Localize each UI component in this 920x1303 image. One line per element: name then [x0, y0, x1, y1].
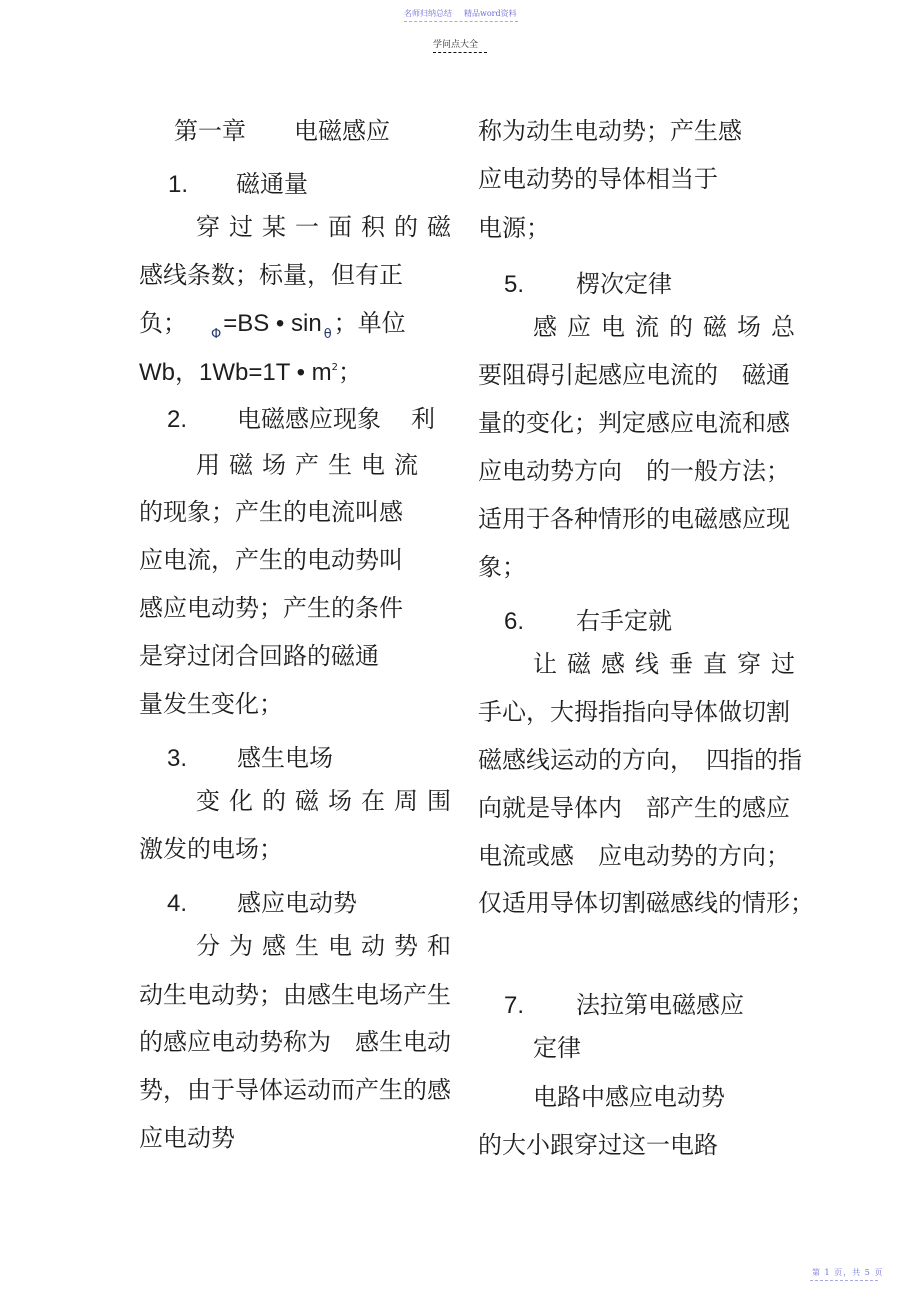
section-number: 2.: [167, 406, 188, 433]
header-watermark: [404, 8, 517, 19]
footer-divider: [810, 1280, 878, 1281]
header-left-label: 名师归纳总结: [404, 9, 452, 18]
paragraph-line: 的大小跟穿过这一电路: [478, 1131, 718, 1159]
formula-expression: =BS • sin: [223, 310, 322, 337]
theta-symbol: θ: [323, 327, 332, 342]
unit-line: [139, 357, 362, 393]
section-number: 6.: [504, 608, 525, 635]
unit-end: ；: [338, 358, 363, 386]
chapter-title: 第一章 电磁感应: [174, 117, 390, 145]
section-title-tail: 利: [411, 405, 435, 433]
paragraph-line: 势，由于导体运动而产生的感: [139, 1076, 451, 1104]
section-number: 4.: [167, 890, 188, 917]
paragraph-line: 称为动生电动势；产生感: [478, 117, 742, 145]
subtitle-divider: [433, 52, 487, 53]
paragraph-line: 变化的磁场在周围: [196, 787, 460, 815]
section-title: 电磁感应现象: [237, 405, 381, 433]
paragraph-line: 激发的电场；: [139, 835, 283, 863]
page-indicator: 第 1 页，共 5 页: [812, 1268, 884, 1277]
paragraph-line: 应电流，产生的电动势叫: [139, 546, 403, 574]
section-heading-1: [168, 169, 308, 200]
section-number: 7.: [504, 992, 525, 1019]
section-heading-2: [167, 404, 435, 435]
unit-text: Wb，1Wb=1T • m: [139, 359, 332, 386]
paragraph-line: 分为感生电动势和: [196, 932, 460, 960]
paragraph-line: 适用于各种情形的电磁感应现: [478, 505, 790, 533]
section-title: 右手定就: [576, 607, 672, 635]
paragraph-line: 的感应电动势称为 感生电动: [139, 1028, 451, 1056]
paragraph-line: 让磁感线垂直穿过: [533, 650, 805, 678]
paragraph-line: 向就是导体内 部产生的感应: [478, 794, 790, 822]
paragraph-line: 感应电流的磁场总: [533, 313, 805, 341]
paragraph-line: 是穿过闭合回路的磁通: [139, 642, 379, 670]
formula-suffix: ；单位: [333, 309, 406, 337]
section-number: 1.: [168, 171, 189, 198]
header-divider: [404, 21, 518, 22]
formula-line: [139, 308, 406, 343]
section-title-continued: 定律: [533, 1034, 581, 1062]
section-title: 感生电场: [237, 744, 333, 772]
paragraph-line: 电源；: [478, 214, 550, 242]
paragraph-line: 动生电动势；由感生电场产生: [139, 981, 451, 1009]
paragraph-line: 要阻碍引起感应电流的 磁通: [478, 361, 790, 389]
paragraph-line: 感应电动势；产生的条件: [139, 594, 403, 622]
paragraph-line: 用磁场产生电流: [196, 451, 427, 479]
section-heading-3: [167, 743, 333, 774]
section-heading-4: [167, 888, 357, 919]
section-title: 法拉第电磁感应: [576, 991, 744, 1019]
paragraph-line: 穿过某一面积的磁: [196, 213, 460, 241]
section-number: 3.: [167, 745, 188, 772]
section-heading-6: [504, 606, 672, 637]
formula-prefix: 负；: [139, 309, 187, 337]
paragraph-line: 应电动势: [139, 1124, 235, 1152]
section-title: 感应电动势: [237, 889, 357, 917]
paragraph-line: 感线条数；标量，但有正: [139, 261, 403, 289]
section-title: 楞次定律: [576, 270, 672, 298]
paragraph-line: 电路中感应电动势: [533, 1083, 725, 1111]
section-heading-5: [504, 269, 672, 300]
section-title: 磁通量: [236, 170, 308, 198]
paragraph-line: 量的变化；判定感应电流和感: [478, 409, 790, 437]
paragraph-line: 应电动势的导体相当于: [478, 165, 718, 193]
paragraph-line: 象；: [478, 553, 526, 581]
paragraph-line: 应电动势方向 的一般方法；: [478, 457, 790, 485]
paragraph-line: 磁感线运动的方向， 四指的指: [478, 746, 802, 774]
header-right-label: 精品word资料: [464, 9, 517, 18]
paragraph-line: 仅适用导体切割磁感线的情形；: [478, 889, 814, 917]
section-number: 5.: [504, 271, 525, 298]
paragraph-line: 量发生变化；: [139, 690, 283, 718]
section-heading-7: [504, 990, 744, 1021]
header-subtitle: 学问点大全: [433, 40, 479, 50]
paragraph-line: 电流或感 应电动势的方向；: [478, 842, 790, 870]
phi-symbol: Φ: [211, 327, 222, 342]
superscript: 2: [331, 362, 339, 373]
paragraph-line: 的现象；产生的电流叫感: [139, 498, 403, 526]
paragraph-line: 手心，大拇指指向导体做切割: [478, 698, 790, 726]
